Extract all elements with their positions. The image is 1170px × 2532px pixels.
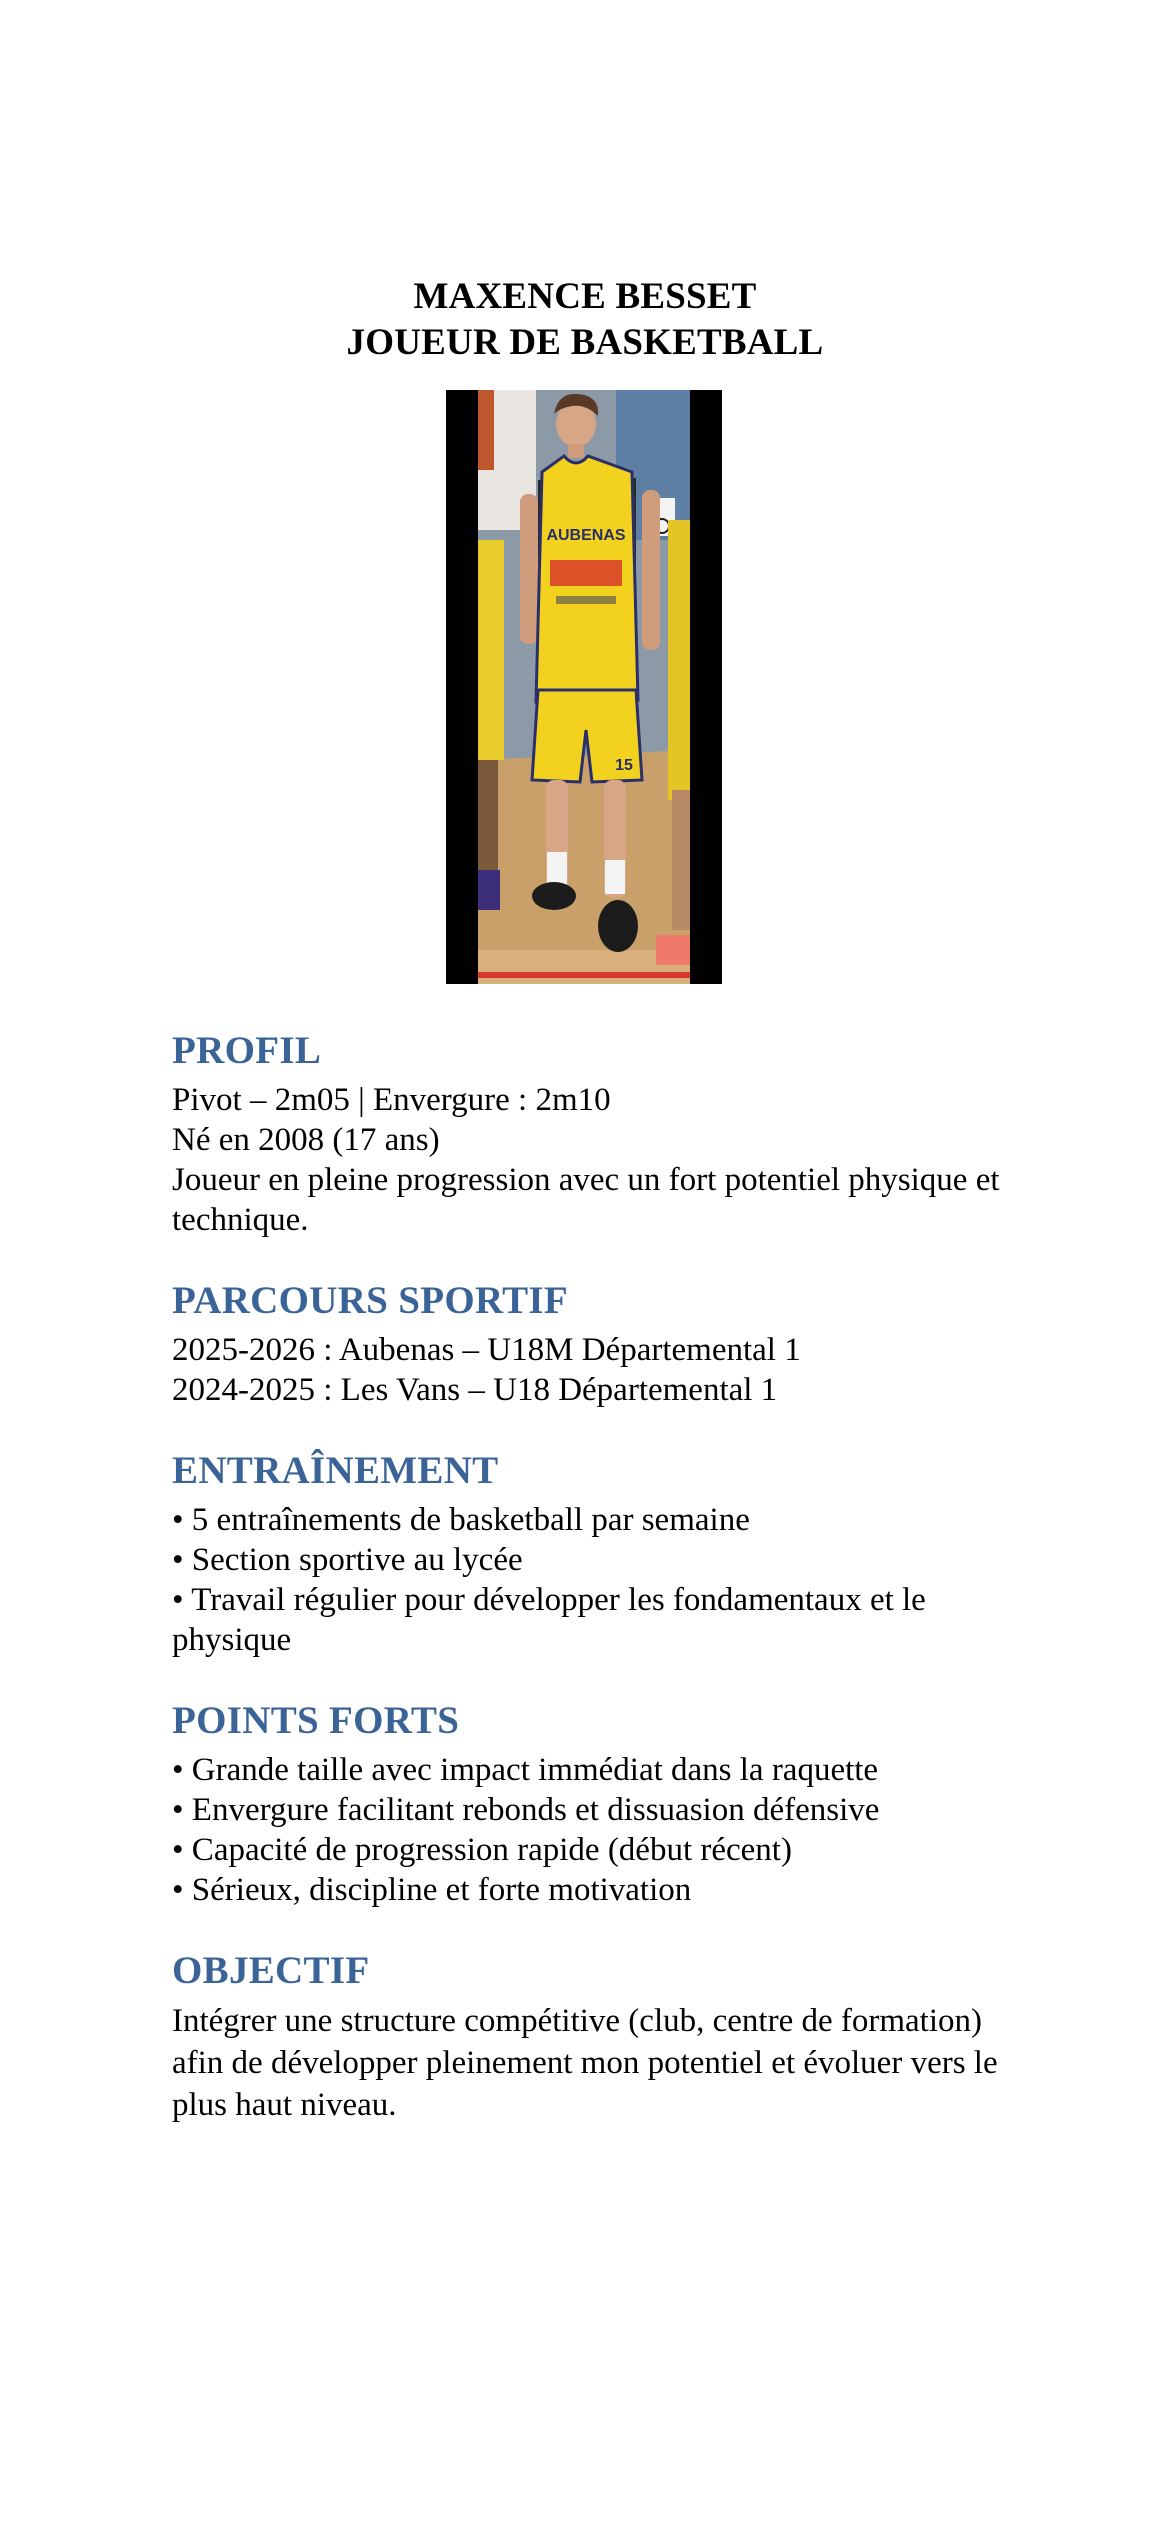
jersey-text: AUBENAS	[546, 527, 626, 544]
parcours-line: 2025-2026 : Aubenas – U18M Départemental 1	[172, 1332, 801, 1368]
points-forts-line: • Capacité de progression rapide (début récent)	[172, 1832, 792, 1868]
points-forts-line: • Envergure facilitant rebonds et dissuasion défensive	[172, 1792, 880, 1828]
entrainement-line: • 5 entraînements de basketball par semaine	[172, 1502, 750, 1538]
cv-content	[172, 1026, 1012, 2162]
player-name: MAXENCE BESSET	[413, 276, 757, 317]
objectif-text: Intégrer une structure compétitive (club, centre de formation) afin de développer pleinement mon potentiel et évoluer vers le plus haut niveau.	[172, 2003, 998, 2123]
player-role: JOUEUR DE BASKETBALL	[346, 322, 824, 363]
section-heading-entrainement: ENTRAÎNEMENT	[172, 1449, 499, 1492]
profil-line: Pivot – 2m05 | Envergure : 2m10	[172, 1082, 611, 1118]
points-forts-line: • Grande taille avec impact immédiat dans la raquette	[172, 1752, 879, 1788]
entrainement-line: • Section sportive au lycée	[172, 1542, 523, 1578]
section-heading-profil: PROFIL	[172, 1029, 322, 1072]
entrainement-line: • Travail régulier pour développer les fondamentaux et le physique	[172, 1582, 926, 1658]
points-forts-line: • Sérieux, discipline et forte motivation	[172, 1872, 692, 1908]
parcours-line: 2024-2025 : Les Vans – U18 Départemental 1	[172, 1372, 778, 1408]
section-points-forts	[172, 1696, 1012, 1910]
section-parcours	[172, 1276, 1012, 1410]
section-heading-points-forts: POINTS FORTS	[172, 1699, 460, 1742]
section-entrainement	[172, 1446, 1012, 1660]
section-profil	[172, 1026, 1012, 1240]
jersey-number: 15	[615, 757, 633, 774]
section-heading-objectif: OBJECTIF	[172, 1949, 370, 1992]
section-objectif	[172, 1946, 1012, 2126]
document-title	[0, 274, 1170, 366]
profil-line: Joueur en pleine progression avec un fort potentiel physique et technique.	[172, 1162, 1000, 1238]
player-photo	[446, 390, 722, 984]
profil-line: Né en 2008 (17 ans)	[172, 1122, 440, 1158]
section-heading-parcours: PARCOURS SPORTIF	[172, 1279, 568, 1322]
